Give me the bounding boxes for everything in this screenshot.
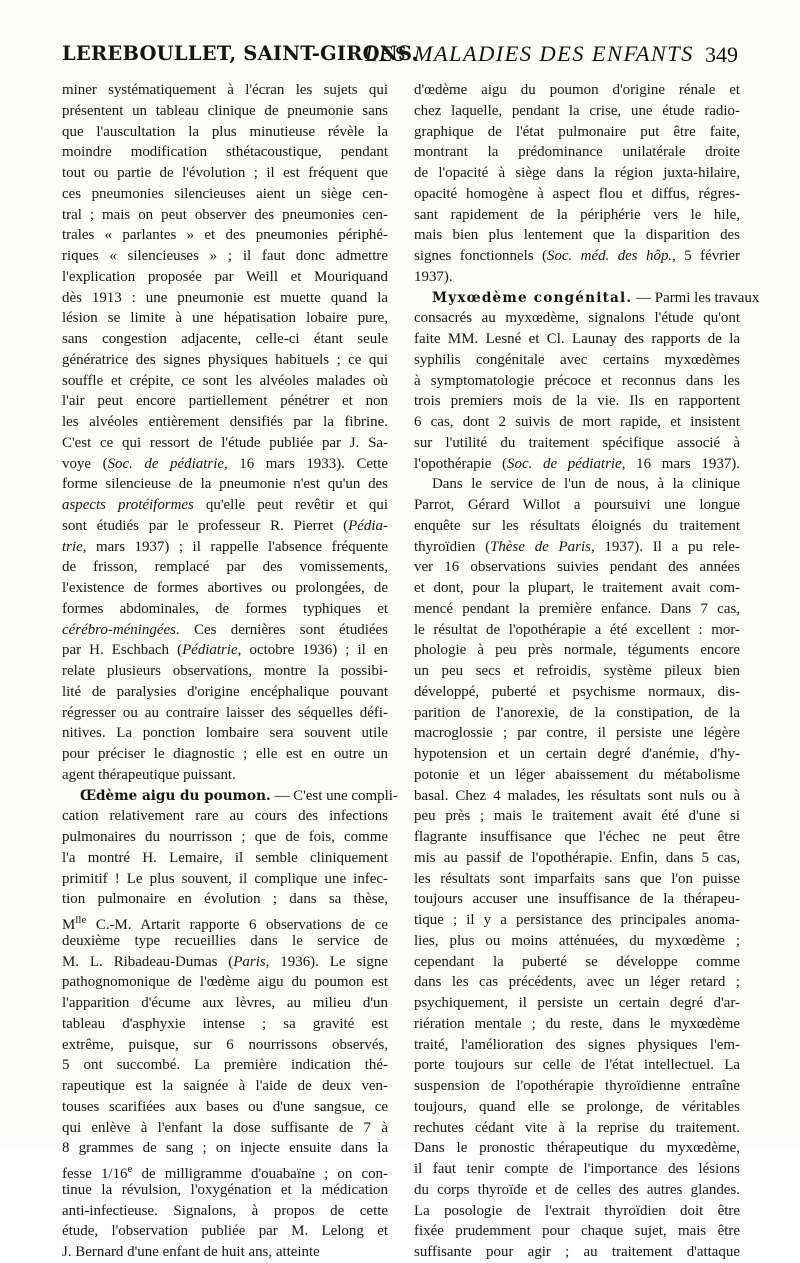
text-line: riques « silencieuses » ; il faut donc admettre: [62, 248, 388, 264]
text-line: chez laquelle, pendant la crise, une étude radio-: [414, 102, 740, 119]
text-line: C'est ce qui ressort de l'étude publiée par J. Sa-: [62, 434, 388, 451]
text-line: cependant la puberté se développe comme: [414, 953, 740, 970]
text-line: M. L. Ribadeau-Dumas (Paris, 1936). Le signe: [62, 953, 388, 970]
header-journal-title: LES MALADIES DES ENFANTS: [365, 41, 694, 66]
text-line: mencé pendant la première enfance. Dans 7 cas,: [414, 600, 740, 617]
text-line: mis au passif de l'opothérapie. Enfin, dans 5 cas,: [414, 849, 740, 866]
text-line: pathognomonique de l'œdème aigu du poumon est: [62, 974, 388, 991]
text-line: consacrés au myxœdème, signalons l'étude qu'ont: [414, 310, 740, 327]
text-line: fesse 1/16e de milligramme d'ouabaïne ; on con-: [62, 1163, 389, 1182]
text-line: Dans le pronostic thérapeutique du myxœdème,: [414, 1140, 740, 1157]
text-line: par H. Eschbach (Pédiatrie, octobre 1936) ; il en: [62, 642, 388, 659]
text-line: ces pneumonies silencieuses aient un siège cen-: [62, 185, 388, 202]
text-line: et dont, pour la plupart, le traitement avait com-: [414, 580, 740, 596]
text-line: tinue la révulsion, l'oxygénation et la médication: [62, 1181, 388, 1198]
text-line: 5 ont succombé. La première indication thé-: [62, 1057, 388, 1074]
text-line: faite MM. Lesné et Cl. Launay des rapports de la: [414, 331, 740, 347]
text-line: signes fonctionnels (Soc. méd. des hôp., 5 février: [414, 248, 740, 264]
text-line: cérébro-méningées. Ces dernières sont étudiées: [62, 621, 388, 638]
text-line: sur l'utilité du traitement spécifique associé à: [414, 434, 740, 451]
text-line: de l'opacité à siège dans la région juxta-hilaire,: [414, 165, 740, 181]
text-line: 8 grammes de sang ; on injecte ensuite dans la: [62, 1140, 388, 1157]
left-column: [62, 80, 398, 1263]
text-line: présentent un tableau clinique de pneumonie sans: [62, 102, 388, 119]
text-line: hypotension et un certain degré d'anémie, d'hy-: [414, 746, 740, 762]
text-line: Œdème aigu du poumon. — C'est une compli-: [80, 787, 398, 804]
text-line: cation relativement rare au cours des infections: [62, 808, 388, 825]
text-line: pulmonaires du nourrisson ; que de fois, comme: [62, 829, 388, 845]
text-line: phologie à peu près normale, téguments encore: [414, 642, 740, 659]
text-line: il faut tenir compte de l'importance des lésions: [414, 1161, 740, 1177]
text-line: psychiquement, il persiste un certain degré d'ar-: [414, 995, 740, 1011]
text-line: suspension de l'opothérapie thyroïdienne entraîne: [414, 1078, 740, 1094]
text-line: primitif ! Le plus souvent, il complique une infec-: [62, 870, 388, 887]
text-line: que l'auscultation la plus minutieuse révèle la: [62, 123, 388, 140]
text-line: voye (Soc. de pédiatrie, 16 mars 1933). Cette: [62, 455, 388, 472]
text-line: l'apparition d'écume aux lèvres, au milieu d'un: [62, 995, 388, 1011]
text-line: sans congestion adjacente, celle-ci étant seule: [62, 331, 388, 347]
text-line: $M^{lle}$ C.-M. Artarit rapporte 6 observations de ce: [62, 914, 388, 933]
text-line: suffisante pour agir ; au traitement d'attaque: [414, 1244, 740, 1260]
text-line: Parrot, Gérard Willot a poursuivi une longue: [414, 497, 740, 513]
text-line: toujours, quand elle se prolonge, de véritables: [414, 1098, 740, 1115]
text-line: touses scarifiées aux bases ou d'une sangsue, ce: [62, 1098, 388, 1115]
text-line: étude, l'observation publiée par M. Lelong et: [62, 1223, 388, 1240]
text-line: La posologie de l'extrait thyroïdien doit être: [414, 1202, 740, 1219]
text-line: forme silencieuse de la pneumonie n'est qu'un des: [62, 476, 388, 493]
text-line: tral ; mais on peut observer des pneumonies cen-: [62, 206, 388, 223]
text-line: graphique de l'état pulmonaire put être faite,: [414, 123, 740, 140]
text-line: Myxœdème congénital. — Parmi les travaux: [432, 289, 760, 306]
text-line: aspects protéiformes qu'elle peut revêtir et qui: [62, 497, 388, 513]
text-line: opacité homogène à aspect flou et diffus, régres-: [414, 185, 740, 202]
text-line: basal. Chez 4 malades, les résultats sont nuls ou à: [414, 787, 740, 804]
text-line: l'explication proposée par Weill et Mouriquand: [62, 268, 388, 285]
text-line: sant rapidement de la périphérie vers le hile,: [414, 206, 740, 223]
page-number: 349: [705, 42, 738, 67]
text-line: enquête sur les résultats éloignés du traitement: [414, 517, 740, 534]
text-line: formes abdominales, de formes typhiques et: [62, 600, 388, 617]
text-line: l'a montré H. Lemaire, il semble cliniquement: [62, 849, 388, 866]
text-line: porte toujours sur celle de l'état intellectuel. La: [414, 1057, 740, 1074]
text-line: fixée prudemment pour chaque sujet, mais être: [414, 1223, 740, 1240]
text-line: les alvéoles entièrement densifiés par la fibrine.: [62, 414, 388, 430]
text-line: agent thérapeutique puissant.: [62, 766, 236, 783]
text-line: montrant la prédominance unilatérale droite: [414, 144, 740, 161]
text-line: lésion se limite à une hépatisation lobaire pure,: [62, 310, 388, 327]
text-line: tableau d'asphyxie intense ; sa gravité est: [62, 1015, 388, 1032]
text-line: potonie et un léger abaissement du métabolisme: [414, 766, 740, 783]
text-line: pour préciser le diagnostic ; elle est en outre un: [62, 746, 388, 762]
text-line: du corps thyroïde et de celles des autres glandes.: [414, 1181, 740, 1198]
text-line: thyroïdien (Thèse de Paris, 1937). Il a pu rele-: [414, 538, 741, 555]
text-line: macroglossie ; par contre, il persiste une légère: [414, 725, 740, 742]
text-line: dès 1913 : une pneumonie est muette quand la: [62, 289, 388, 306]
text-line: deuxième type recueillies dans le service de: [62, 932, 388, 949]
text-line: d'œdème aigu du poumon d'origine rénale et: [414, 82, 740, 98]
text-line: relate plusieurs observations, montre la possibi-: [62, 663, 388, 679]
text-line: sont étudiés par le professeur R. Pierret (Pédia-: [62, 517, 388, 534]
text-line: moindre modification sthétacoustique, pendant: [62, 144, 388, 161]
text-line: à symptomatologie précoce et reconnus dans les: [414, 372, 740, 389]
text-line: anti-infectieuse. Signalons, à propos de cette: [62, 1202, 388, 1219]
text-line: toujours accuser une insuffisance de la thérapeu-: [414, 891, 740, 908]
text-line: flagrante insuffisance que l'échec ne peut être: [414, 829, 740, 845]
text-line: souffle et crépite, ce sont les alvéoles malades où: [62, 372, 388, 389]
text-line: de frisson, remplacé par des vomissements,: [62, 559, 388, 576]
text-line: régresser ou au contraire laisser des séquelles défi-: [62, 704, 388, 721]
text-line: nitives. La ponction lombaire sera souvent utile: [62, 725, 388, 742]
text-line: tion pulmonaire en évolution ; dans sa thèse,: [62, 891, 388, 908]
text-line: l'air peut encore partiellement pénétrer et non: [62, 393, 388, 410]
text-line: Dans le service de l'un de nous, à la clinique: [432, 476, 740, 493]
text-line: le résultat de l'opothérapie a été excellent : mor-: [414, 621, 740, 638]
text-line: mais bien plus lentement que la disparition des: [414, 227, 740, 244]
text-line: les résultats sont imparfaits sans que l'on puisse: [414, 870, 740, 887]
text-line: 6 cas, dont 2 suivis de mort rapide, et insistent: [414, 414, 740, 430]
text-line: trois premiers mois de la vie. Ils en rapportent: [414, 393, 740, 410]
text-line: dans les cas précédents, avec un léger retard ;: [414, 974, 740, 991]
right-column: [414, 80, 760, 1263]
text-line: génératrice des signes physiques habituels ; ce qui: [62, 351, 388, 368]
text-line: miner systématiquement à l'écran les sujets qui: [62, 82, 388, 98]
text-line: rapeutique est la saignée à l'aide de deux ven-: [62, 1078, 388, 1094]
text-line: trie, mars 1937) ; il rappelle l'absence fréquente: [62, 538, 388, 555]
text-line: lité de paralysies d'origine encéphalique pouvant: [62, 683, 388, 700]
text-line: J. Bernard d'une enfant de huit ans, atteinte: [62, 1244, 320, 1260]
text-line: un peu secs et refroidis, système pileux bien: [414, 663, 740, 679]
text-line: tout ou partie de l'évolution ; il est fréquent que: [62, 165, 388, 181]
text-line: qui enlève à l'enfant la dose suffisante de 7 à: [62, 1119, 388, 1136]
text-line: l'opothérapie (Soc. de pédiatrie, 16 mars 1937).: [414, 455, 740, 472]
text-line: peu près ; mais le traitement avait été d'une si: [414, 808, 740, 825]
text-line: 1937).: [414, 268, 453, 285]
text-line: tique ; il y a persistance des principales anoma-: [414, 912, 740, 928]
text-line: syphilis congénitale avec certains myxœdèmes: [414, 351, 740, 368]
text-line: riération mentale ; du reste, dans le myxœdème: [414, 1015, 740, 1032]
text-line: l'existence de formes abortives ou prolongées, de: [62, 580, 388, 596]
running-header: [62, 38, 742, 72]
text-line: extrême, puisque, sur 6 nourrissons observés,: [62, 1036, 388, 1053]
text-line: traité, l'amélioration des signes physiques l'em-: [414, 1036, 740, 1053]
text-line: parition de l'anorexie, de la constipation, de la: [414, 704, 740, 721]
text-line: ver 16 observations suivies pendant des années: [414, 559, 740, 576]
header-authors: LEREBOULLET, SAINT-GIRONS.: [62, 42, 419, 65]
text-line: développé, puberté et psychisme normaux, dis-: [414, 683, 740, 700]
text-line: rechutes cédant vite à la reprise du traitement.: [414, 1119, 740, 1136]
text-line: lies, plus ou moins atténuées, du myxœdème ;: [414, 932, 740, 949]
text-line: trales « parlantes » et des pneumonies périphé-: [62, 227, 388, 244]
